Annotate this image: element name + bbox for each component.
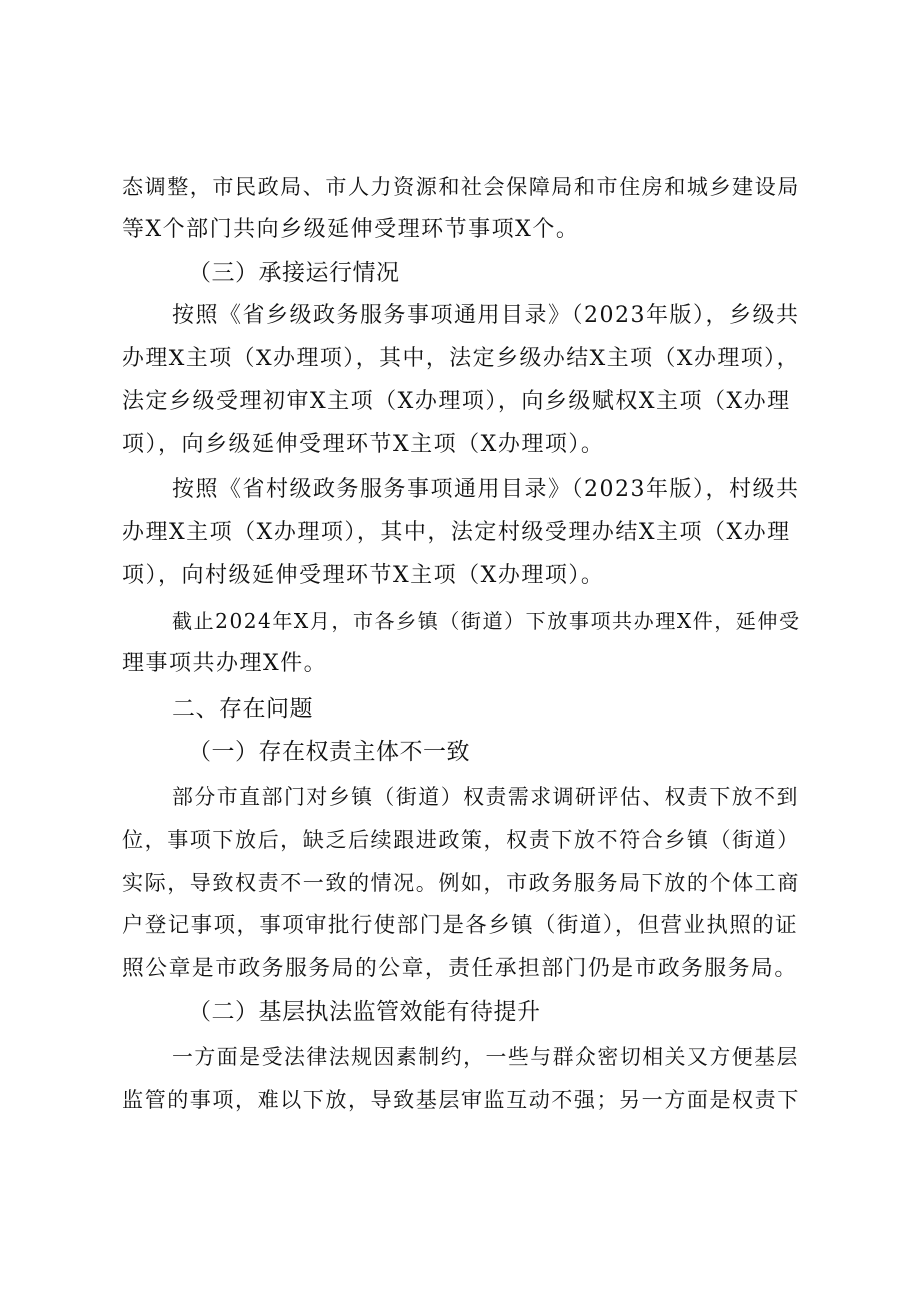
text-line: 按照《省村级政务服务事项通用目录》（2023年版），村级共 [172, 477, 800, 502]
text-line: 态调整，市民政局、市人力资源和社会保障局和市住房和城乡建设局 [122, 174, 800, 199]
text-line: 项），向村级延伸受理环节X主项（X办理项）。 [122, 563, 605, 588]
text-line: 截止2024年X月，市各乡镇（街道）下放事项共办理X件，延伸受 [172, 609, 801, 633]
text-line: 按照《省乡级政务服务事项通用目录》（2023年版），乡级共 [172, 303, 800, 328]
text-line: 办理X主项（X办理项），其中，法定乡级办结X主项（X办理项）， [122, 346, 800, 371]
text-line: 部分市直部门对乡镇（街道）权责需求调研评估、权责下放不到 [172, 785, 799, 809]
text-line: 监管的事项，难以下放，导致基层审监互动不强；另一方面是权责下 [122, 1087, 800, 1112]
section-heading: （三）承接运行情况 [188, 260, 400, 286]
text-line: 办理X主项（X办理项），其中，法定村级受理办结X主项（X办理 [122, 520, 791, 545]
text-line: 照公章是市政务服务局的公章，责任承担部门仍是市政务服务局。 [122, 956, 798, 981]
text-line: 理事项共办理X件。 [122, 651, 328, 676]
text-line: 户登记事项，事项审批行使部门是各乡镇（街道），但营业执照的证 [122, 913, 799, 938]
text-line: 实际，导致权责不一致的情况。例如，市政务服务局下放的个体工商 [122, 870, 800, 895]
text-line: 项），向乡级延伸受理环节X主项（X办理项）。 [122, 432, 605, 457]
chapter-heading: 二、存在问题 [172, 696, 313, 722]
text-line: 一方面是受法律法规因素制约，一些与群众密切相关又方便基层 [172, 1045, 799, 1069]
text-line: 等X个部门共向乡级延伸受理环节事项X个。 [122, 217, 580, 242]
text-line: 法定乡级受理初审X主项（X办理项），向乡级赋权X主项（X办理 [122, 389, 791, 414]
section-heading: （二）基层执法监管效能有待提升 [188, 999, 541, 1025]
section-heading: （一）存在权责主体不一致 [188, 739, 470, 765]
text-line: 位，事项下放后，缺乏后续跟进政策，权责下放不符合乡镇（街道） [122, 827, 800, 852]
